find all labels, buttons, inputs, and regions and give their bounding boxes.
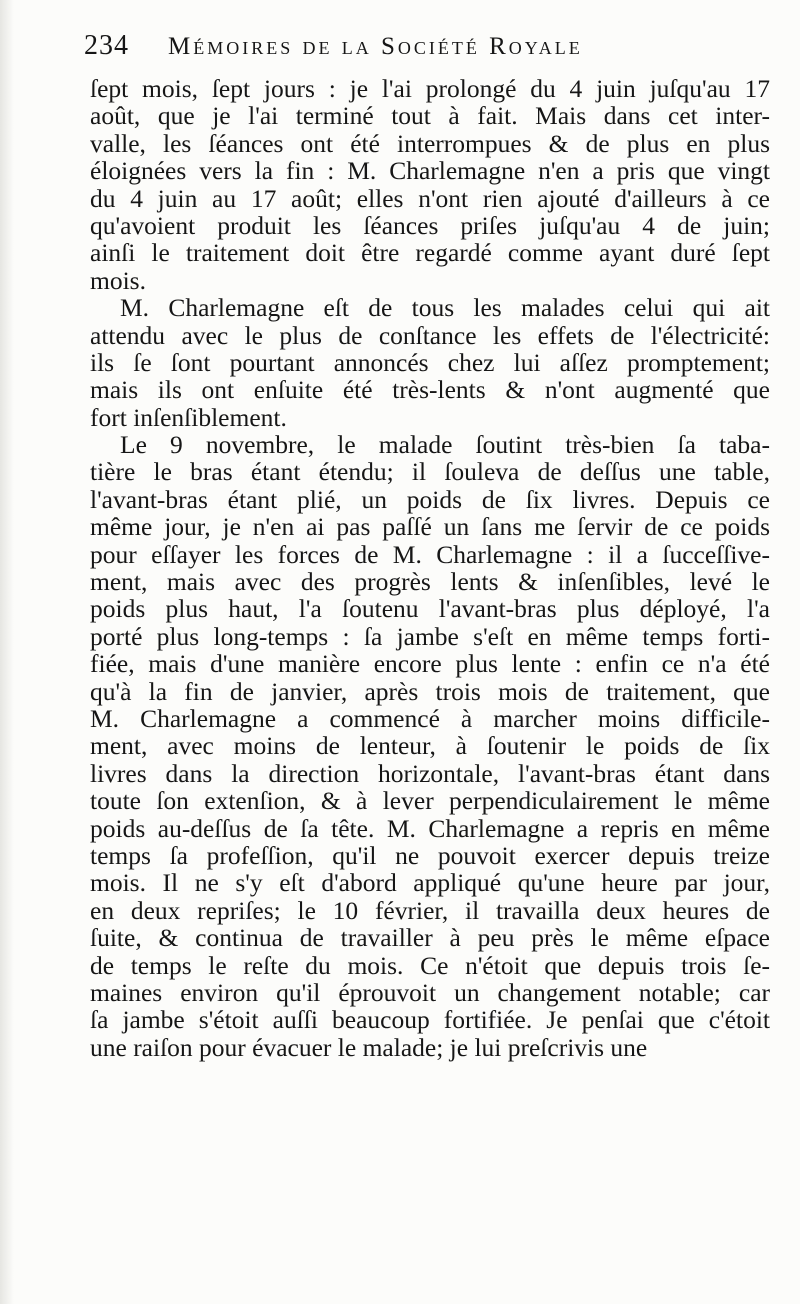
text-line: ment, mais avec des progrès lents & inſenſibles, levé le: [90, 567, 770, 597]
text-line: mais ils ont enſuite été très-lents & n'ont augmenté que: [90, 375, 770, 405]
paragraph: [90, 75, 770, 294]
text-line: ainſi le traitement doit être regardé comme ayant duré ſept: [90, 238, 770, 268]
text-line: M. Charlemagne a commencé à marcher moins difficile-: [90, 703, 770, 733]
text-line: l'avant-bras étant plié, un poids de ſix livres. Depuis ce: [90, 484, 770, 514]
text-line: en deux repriſes; le 10 février, il travailla deux heures de: [90, 895, 770, 925]
text-line: qu'avoient produit les ſéances priſes juſqu'au 4 de juin;: [90, 210, 770, 240]
text-line: une raiſon pour évacuer le malade; je lui preſcrivis une: [90, 1032, 648, 1062]
text-line: maines environ qu'il éprouvoit un changement notable; car: [90, 977, 770, 1007]
page-gutter-shadow: [0, 0, 14, 1304]
text-line: toute ſon extenſion, & à lever perpendiculairement le même: [90, 786, 770, 816]
text-line: ment, avec moins de lenteur, à ſoutenir le poids de ſix: [90, 731, 770, 761]
text-line: août, que je l'ai terminé tout à fait. Mais dans cet inter-: [90, 101, 770, 131]
text-line: pour eſſayer les forces de M. Charlemagne : il a ſucceſſive-: [90, 539, 770, 569]
text-line: porté plus long-temps : ſa jambe s'eſt en même temps forti-: [90, 621, 770, 651]
page-number: 234: [84, 30, 129, 61]
page-header: [84, 30, 784, 70]
text-line: ſept mois, ſept jours : je l'ai prolongé du 4 juin juſqu'au 17: [90, 74, 770, 103]
text-line: fort inſenſiblement.: [90, 402, 287, 432]
text-line: M. Charlemagne eſt de tous les malades celui qui ait: [120, 293, 770, 323]
text-line: du 4 juin au 17 août; elles n'ont rien ajouté d'ailleurs à ce: [90, 183, 770, 213]
text-line: temps ſa profeſſion, qu'il ne pouvoit exercer depuis treize: [90, 840, 770, 870]
text-line: attendu avec le plus de conſtance les effets de l'électricité:: [90, 320, 770, 350]
text-line: poids plus haut, l'a ſoutenu l'avant-bras plus déployé, l'a: [90, 594, 770, 624]
text-line: qu'à la fin de janvier, après trois mois de traitement, que: [90, 676, 770, 706]
text-line: de temps le reſte du mois. Ce n'étoit que depuis trois ſe-: [90, 950, 770, 980]
text-line: poids au-deſſus de ſa tête. M. Charlemagne a repris en même: [90, 813, 770, 843]
body-text: [90, 75, 770, 1061]
text-line: mois. Il ne s'y eſt d'abord appliqué qu'une heure par jour,: [90, 868, 770, 898]
text-line: ils ſe ſont pourtant annoncés chez lui aſſez promptement;: [90, 347, 770, 377]
paragraph: [90, 431, 770, 1061]
running-title: Mémoires de la Société Royale: [168, 33, 583, 60]
text-line: ſa jambe s'étoit auſſi beaucoup fortifiée. Je penſai que c'étoit: [90, 1005, 770, 1035]
paragraph: [90, 294, 770, 431]
text-line: livres dans la direction horizontale, l'avant-bras étant dans: [90, 758, 770, 788]
text-line: Le 9 novembre, le malade ſoutint très-bien ſa taba-: [120, 430, 770, 460]
text-line: ſuite, & continua de travailler à peu près le même eſpace: [90, 923, 770, 953]
text-line: fiée, mais d'une manière encore plus lente : enfin ce n'a été: [90, 649, 770, 679]
text-line: mois.: [90, 265, 146, 295]
text-line: même jour, je n'en ai pas paſſé un ſans me ſervir de ce poids: [90, 512, 770, 542]
text-line: valle, les ſéances ont été interrompues & de plus en plus: [90, 128, 770, 158]
text-line: éloignées vers la fin : M. Charlemagne n'en a pris que vingt: [90, 156, 770, 186]
text-line: tière le bras étant étendu; il ſouleva de deſſus une table,: [90, 457, 770, 487]
